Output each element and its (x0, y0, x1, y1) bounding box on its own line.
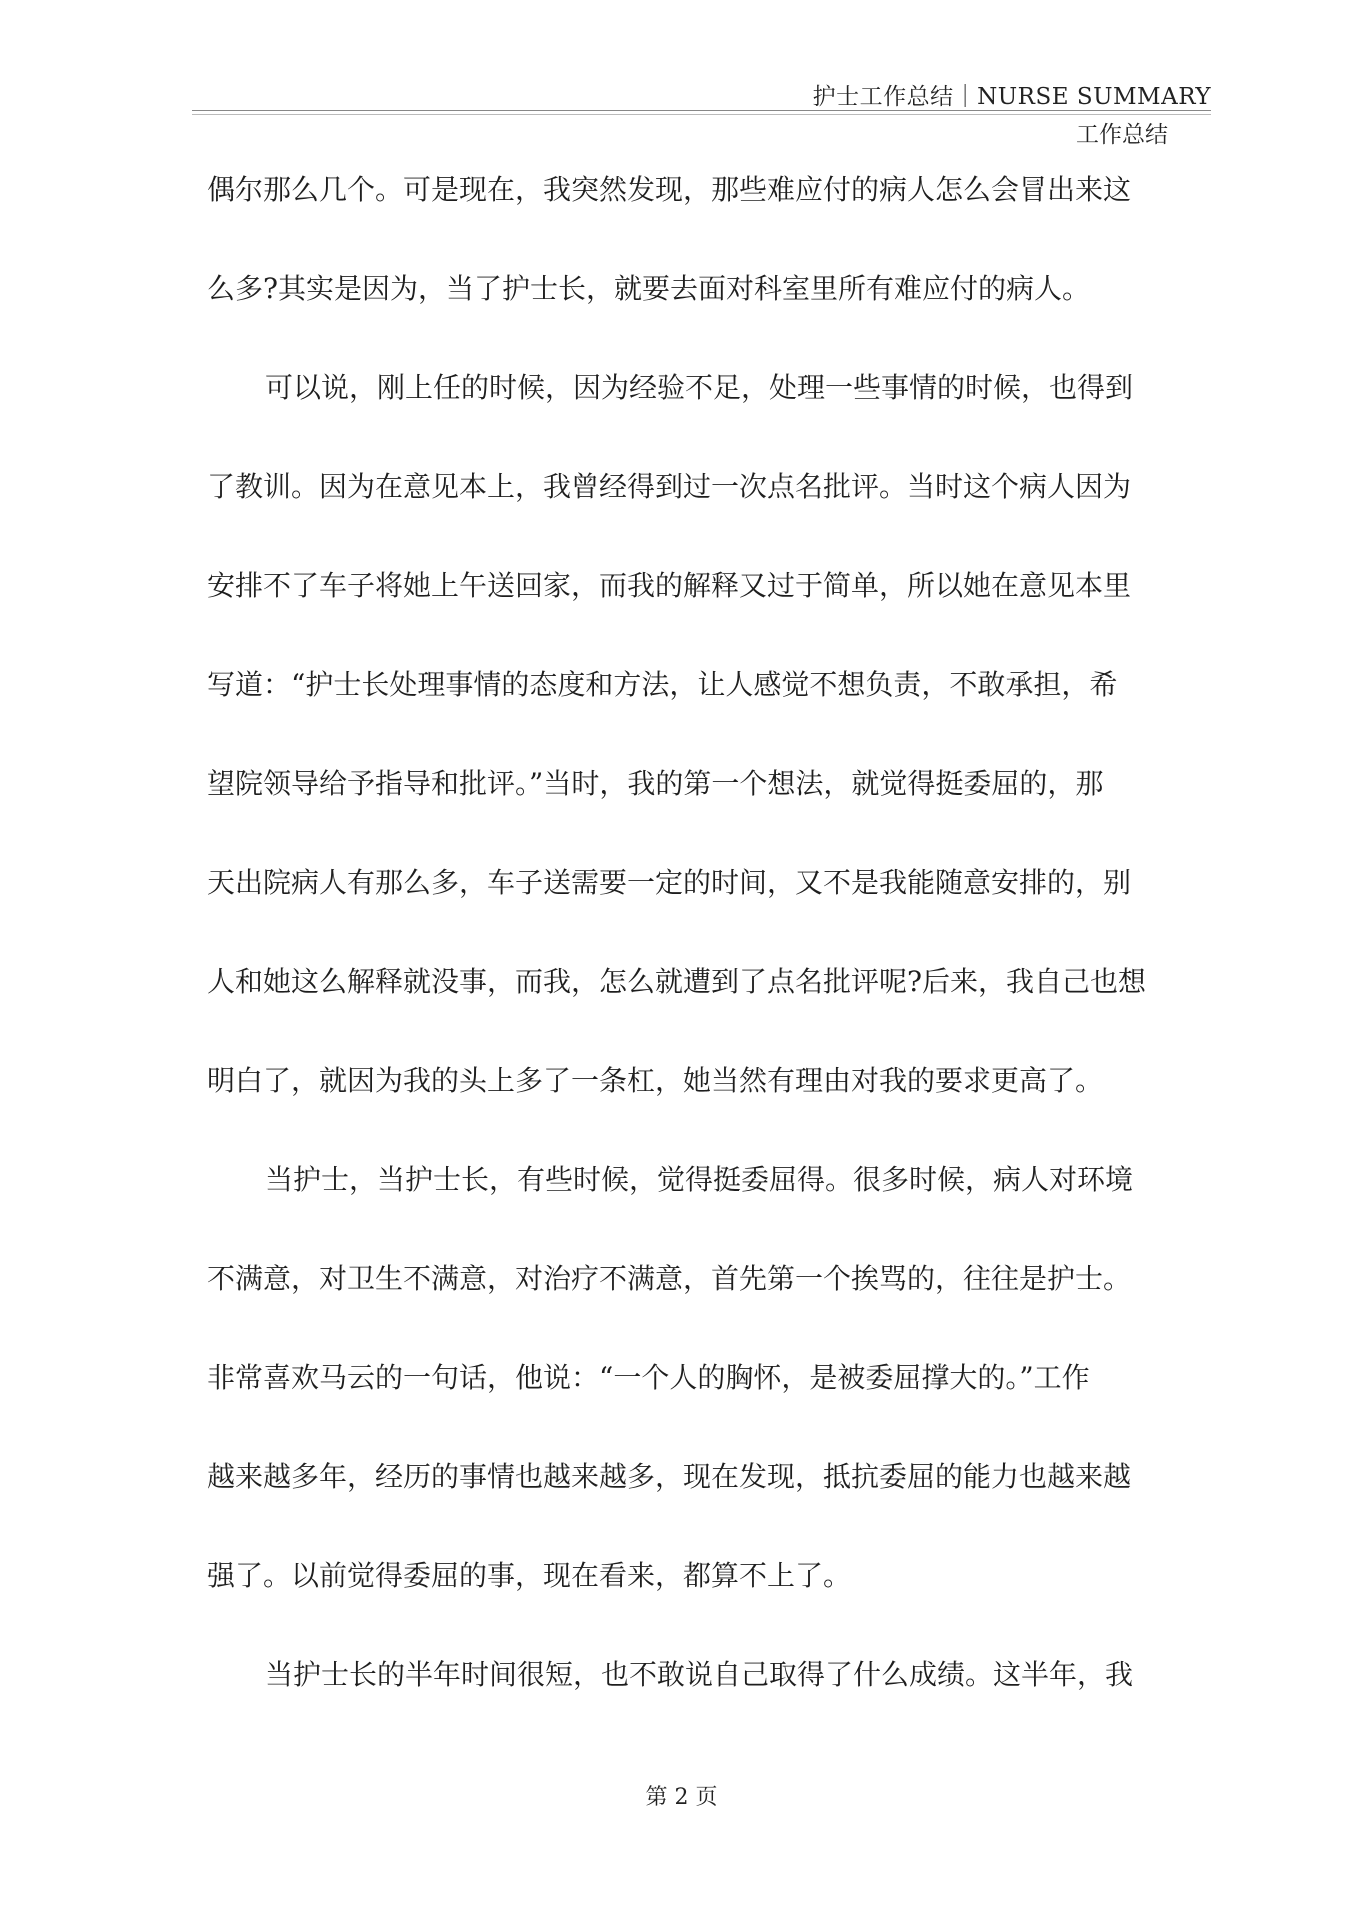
body-line: 写道：“护士长处理事情的态度和方法，让人感觉不想负责，不敢承担，希 (207, 668, 1118, 701)
body-line: 可以说，刚上任的时候，因为经验不足，处理一些事情的时候，也得到 (265, 371, 1134, 404)
body-line: 不满意，对卫生不满意，对治疗不满意，首先第一个挨骂的，往往是护士。 (207, 1262, 1132, 1295)
page-number: 第 2 页 (645, 1785, 718, 1810)
body-line: 望院领导给予指导和批评。”当时，我的第一个想法，就觉得挺委屈的，那 (207, 767, 1104, 800)
body-line: 越来越多年，经历的事情也越来越多，现在发现，抵抗委屈的能力也越来越 (207, 1460, 1132, 1493)
body-line: 人和她这么解释就没事，而我，怎么就遭到了点名批评呢?后来，我自己也想 (207, 965, 1147, 998)
body-line: 么多?其实是因为，当了护士长，就要去面对科室里所有难应付的病人。 (207, 272, 1091, 305)
body-line: 了教训。因为在意见本上，我曾经得到过一次点名批评。当时这个病人因为 (207, 470, 1132, 503)
header-subtitle: 工作总结 (1076, 122, 1168, 148)
body-text (207, 140, 1169, 1724)
body-line: 明白了，就因为我的头上多了一条杠，她当然有理由对我的要求更高了。 (207, 1064, 1104, 1097)
body-line: 安排不了车子将她上午送回家，而我的解释又过于简单，所以她在意见本里 (207, 569, 1132, 602)
body-line: 强了。以前觉得委屈的事，现在看来，都算不上了。 (207, 1559, 852, 1592)
body-line: 当护士，当护士长，有些时候，觉得挺委屈得。很多时候，病人对环境 (265, 1163, 1134, 1196)
header-title: 护士工作总结｜NURSE SUMMARY (812, 84, 1211, 110)
header-rule-secondary (192, 114, 1211, 115)
body-line: 偶尔那么几个。可是现在，我突然发现，那些难应付的病人怎么会冒出来这 (207, 173, 1132, 206)
body-line: 当护士长的半年时间很短，也不敢说自己取得了什么成绩。这半年，我 (265, 1658, 1134, 1691)
header-rule (192, 110, 1211, 111)
body-line: 天出院病人有那么多，车子送需要一定的时间，又不是我能随意安排的，别 (207, 866, 1132, 899)
body-line: 非常喜欢马云的一句话，他说：“一个人的胸怀，是被委屈撑大的。”工作 (207, 1361, 1090, 1394)
